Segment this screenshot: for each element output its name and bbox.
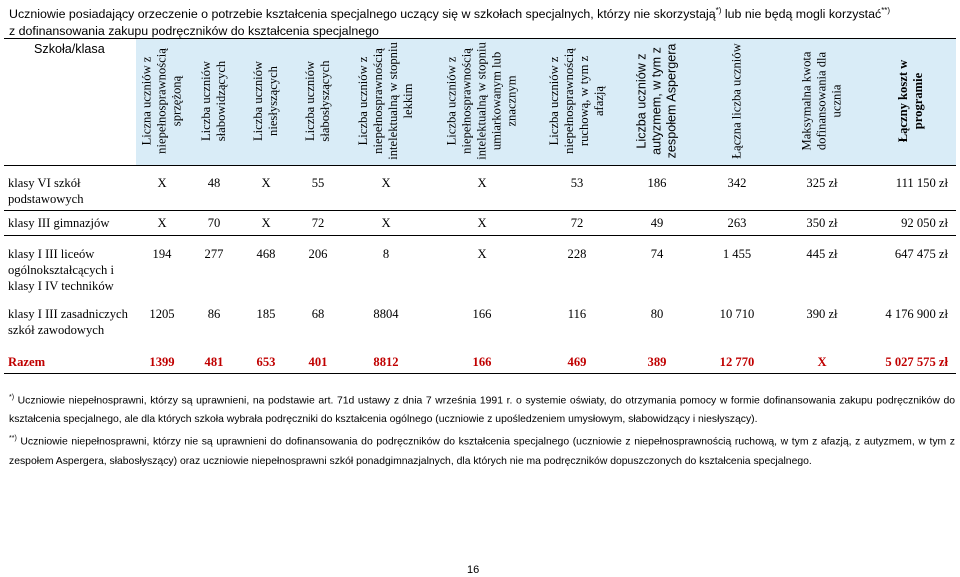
footnote-2-mark: **)	[9, 435, 17, 443]
table-cell: 72	[292, 211, 344, 236]
table-row	[4, 306, 956, 354]
header-text: Maksymalna kwota dofinansowania dla ucznia	[799, 51, 844, 151]
table-cell: 342	[696, 166, 778, 211]
table-cell: 445 zł	[806, 247, 838, 261]
table-cell: 8	[382, 247, 390, 261]
intro-mid: lub nie będą mogli korzystać	[724, 7, 882, 22]
table-cell: 194	[152, 247, 172, 261]
total-cell: 5 027 575 zł	[866, 354, 956, 374]
table-cell: 390 zł	[806, 306, 838, 321]
header-cell	[344, 39, 428, 166]
header-text: Liczba uczniów słabosłyszących	[303, 60, 332, 142]
table-cell: 277	[204, 247, 224, 261]
total-cell: 8812	[344, 354, 428, 374]
table-cell: 647 475 zł	[894, 247, 948, 261]
row-label: klasy VI szkół podstawowych	[4, 166, 136, 211]
row-label: klasy I III liceów ogólnokształcących i klasy I IV techników	[8, 247, 114, 293]
total-cell: 653	[240, 354, 292, 374]
table-cell: 325 zł	[778, 166, 866, 211]
header-text: Liczna uczniów z niepełnosprawnością sprzężoną	[139, 48, 184, 154]
total-cell: X	[778, 354, 866, 374]
page-number: 16	[467, 564, 480, 576]
table-cell: 74	[650, 247, 664, 261]
table-cell: 8804	[373, 306, 399, 321]
table-cell: 10 710	[719, 306, 755, 321]
total-cell: 166	[428, 354, 536, 374]
table-cell: 166	[472, 306, 492, 321]
row-label: klasy III gimnazjów	[4, 211, 136, 236]
table-cell: X	[428, 166, 536, 211]
table-cell: X	[428, 211, 536, 236]
header-cell	[778, 39, 866, 166]
table-cell: 48	[188, 166, 240, 211]
table-cell: 186	[618, 166, 696, 211]
footnote-1-mark: *)	[9, 394, 15, 401]
table-cell: 350 zł	[778, 211, 866, 236]
header-text: Łączna liczba uczniów	[729, 43, 744, 159]
footnote-mark-2: **)	[881, 6, 891, 15]
table-cell: 111 150 zł	[866, 166, 956, 211]
table-cell: 86	[207, 306, 221, 321]
table-row	[4, 166, 956, 211]
data-table	[4, 38, 956, 374]
header-text: Liczba uczniów z autyzmem, w tym z zespołem Aspergera	[634, 43, 679, 159]
table-cell: X	[477, 247, 487, 261]
table-cell: 263	[696, 211, 778, 236]
footnote-mark-1: *)	[715, 6, 722, 15]
row-label: klasy I III zasadniczych szkół zawodowych	[8, 306, 128, 337]
table-row	[4, 236, 956, 306]
table-cell: X	[344, 211, 428, 236]
header-cell	[428, 39, 536, 166]
header-cell	[618, 39, 696, 166]
header-text: Liczba uczniów z niepełnosprawnością ruchową, w tym z afazją	[547, 48, 606, 154]
table-cell: X	[344, 166, 428, 211]
header-cell	[696, 39, 778, 166]
total-row	[4, 354, 956, 374]
table-cell: 53	[536, 166, 618, 211]
header-text: Liczba uczniów z niepełnosprawnością intelektualną w stopniu umiarkowanym lub znacznym	[444, 42, 519, 160]
table-cell: 468	[256, 247, 276, 261]
footnote-1	[9, 388, 955, 429]
table-cell: 206	[308, 247, 328, 261]
header-cell	[866, 39, 956, 166]
total-cell: 389	[618, 354, 696, 374]
table-cell: 72	[536, 211, 618, 236]
corner-label: Szkoła/klasa	[4, 39, 136, 166]
total-cell: 401	[292, 354, 344, 374]
table-cell: X	[136, 211, 188, 236]
table-cell: 228	[567, 247, 587, 261]
header-cell	[536, 39, 618, 166]
header-text: Łączny koszt w programie	[896, 59, 925, 143]
table-cell: 116	[567, 306, 587, 321]
footnotes	[9, 388, 955, 471]
table-cell: 185	[256, 306, 276, 321]
header-cell	[188, 39, 240, 166]
intro-heading	[9, 2, 955, 40]
footnote-2-text: Uczniowie niepełnosprawni, którzy nie są uprawnieni do dofinansowania do podręczników do kształcenia specjalnego (uczniowie z niepełnosprawnością ruchową, w tym z afazją, z autyzmem, w tym z zespołem Aspergera, słabosłyszący) oraz uczniowie niepełnosprawni szkół ponadgimnazjalnych, dla których nie ma podręczników dopuszczonych do kształcenia specjalnego.	[9, 436, 955, 467]
table-cell: X	[240, 211, 292, 236]
table-cell: X	[136, 166, 188, 211]
total-cell: 12 770	[696, 354, 778, 374]
table-cell: 92 050 zł	[866, 211, 956, 236]
table-cell: 4 176 900 zł	[885, 306, 948, 321]
total-label: Razem	[4, 354, 136, 374]
table-cell: 70	[188, 211, 240, 236]
header-text: Liczba uczniów słabowidzących	[199, 60, 228, 142]
header-text: Liczba uczniów niesłyszących	[251, 60, 280, 142]
table-cell: X	[240, 166, 292, 211]
total-cell: 1399	[136, 354, 188, 374]
table-cell: 68	[311, 306, 325, 321]
table-cell: 49	[618, 211, 696, 236]
intro-line-1: Uczniowie posiadający orzeczenie o potrzebie kształcenia specjalnego uczący się w szkołach specjalnych, którzy nie skorzystają	[9, 7, 716, 22]
header-cell	[136, 39, 188, 166]
table-cell: 80	[650, 306, 664, 321]
table-cell: 1205	[149, 306, 175, 321]
total-cell: 469	[536, 354, 618, 374]
footnote-1-text: Uczniowie niepełnosprawni, którzy są uprawnieni, na podstawie art. 71d ustawy z dnia 7 września 1991 r. o systemie oświaty, do otrzymania pomocy w formie dofinansowania zakupu podręczników do kształcenia specjalnego, ale dla których szkoła wybrała podręczniki do kształcenia ogólnego (uczniowie z upośledzeniem umysłowym, słabowidzący i niesłyszący).	[9, 395, 955, 426]
header-row	[4, 39, 956, 166]
header-text: Liczba uczniów z niepełnosprawnością intelektualną w stopniu lekkim	[356, 42, 415, 160]
total-cell: 481	[188, 354, 240, 374]
table-row	[4, 211, 956, 236]
table-cell: 55	[292, 166, 344, 211]
footnote-2	[9, 429, 955, 470]
intro-line-2: z dofinansowania zakupu podręczników do kształcenia specjalnego	[9, 24, 379, 39]
header-cell	[292, 39, 344, 166]
table-cell: 1 455	[722, 247, 752, 261]
header-cell	[240, 39, 292, 166]
